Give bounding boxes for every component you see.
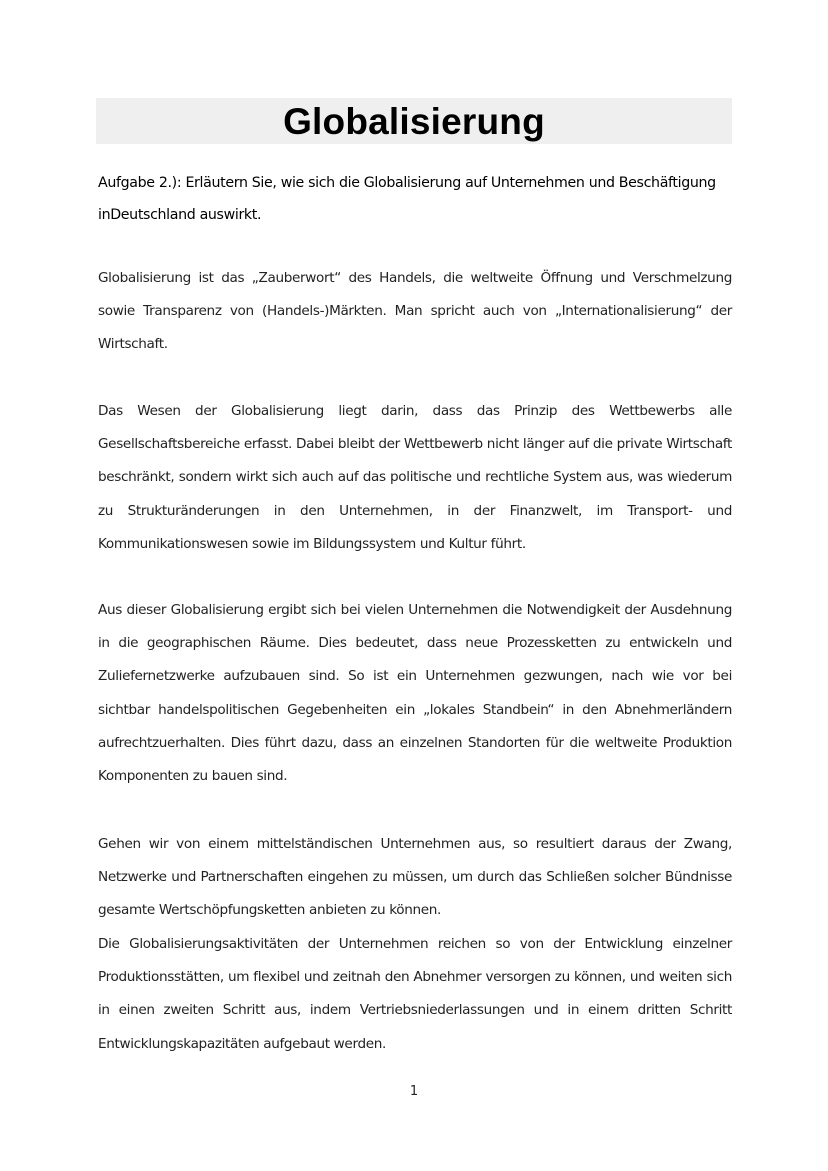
paragraph: Gehen wir von einem mittelständischen Unternehmen aus, so resultiert daraus der Zwang, Netzwerke und Partnerschaften eingehen zu müssen, um durch das Schließen solcher Bündnisse gesamte Wertschöpfungsketten anbieten zu können. [98,836,732,919]
paragraph: Globalisierung ist das „Zauberwort“ des Handels, die weltweite Öffnung und Verschmelzung sowie Transparenz von (Handels-)Märkten. Man spricht auch von „Internationalisierung“ der Wirtschaft. [98,270,732,353]
page-number: 1 [409,1084,419,1099]
paragraph: Das Wesen der Globalisierung liegt darin, dass das Prinzip des Wettbewerbs alle Gesellschaftsbereiche erfasst. Dabei bleibt der Wettbewerb nicht länger auf die private Wirtschaft beschränkt, sondern wirkt sich auch auf das politische und rechtliche System aus, was wiederum zu Strukturänderungen in den Unternehmen, in der Finanzwelt, im Transport- und Kommunikationswesen sowie im Bildungssystem und Kultur führt. [98,403,732,552]
paragraph: Die Globalisierungsaktivitäten der Unternehmen reichen so von der Entwicklung einzelner Produktionsstätten, um flexibel und zeitnah den Abnehmer versorgen zu können, und weiten sich in einen zweiten Schritt aus, indem Vertriebsniederlassungen und in einem dritten Schritt Entwicklungskapazitäten aufgebaut werden. [98,936,732,1052]
paragraph: Aus dieser Globalisierung ergibt sich bei vielen Unternehmen die Notwendigkeit der Ausdehnung in die geographischen Räume. Dies bedeutet, dass neue Prozessketten zu entwickeln und Zuliefernetzwerke aufzubauen sind. So ist ein Unternehmen gezwungen, nach wie vor bei sichtbar handelspolitischen Gegebenheiten ein „lokales Standbein“ in den Abnehmerländern aufrechtzuerhalten. Dies führt dazu, dass an einzelnen Standorten für die weltweite Produktion Komponenten zu bauen sind. [98,602,732,785]
task-prompt: Aufgabe 2.): Erläutern Sie, wie sich die Globalisierung auf Unternehmen und Beschäftigung inDeutschland auswirkt. [98,175,716,223]
page-title: Globalisierung [283,100,545,142]
title-banner [96,98,732,144]
